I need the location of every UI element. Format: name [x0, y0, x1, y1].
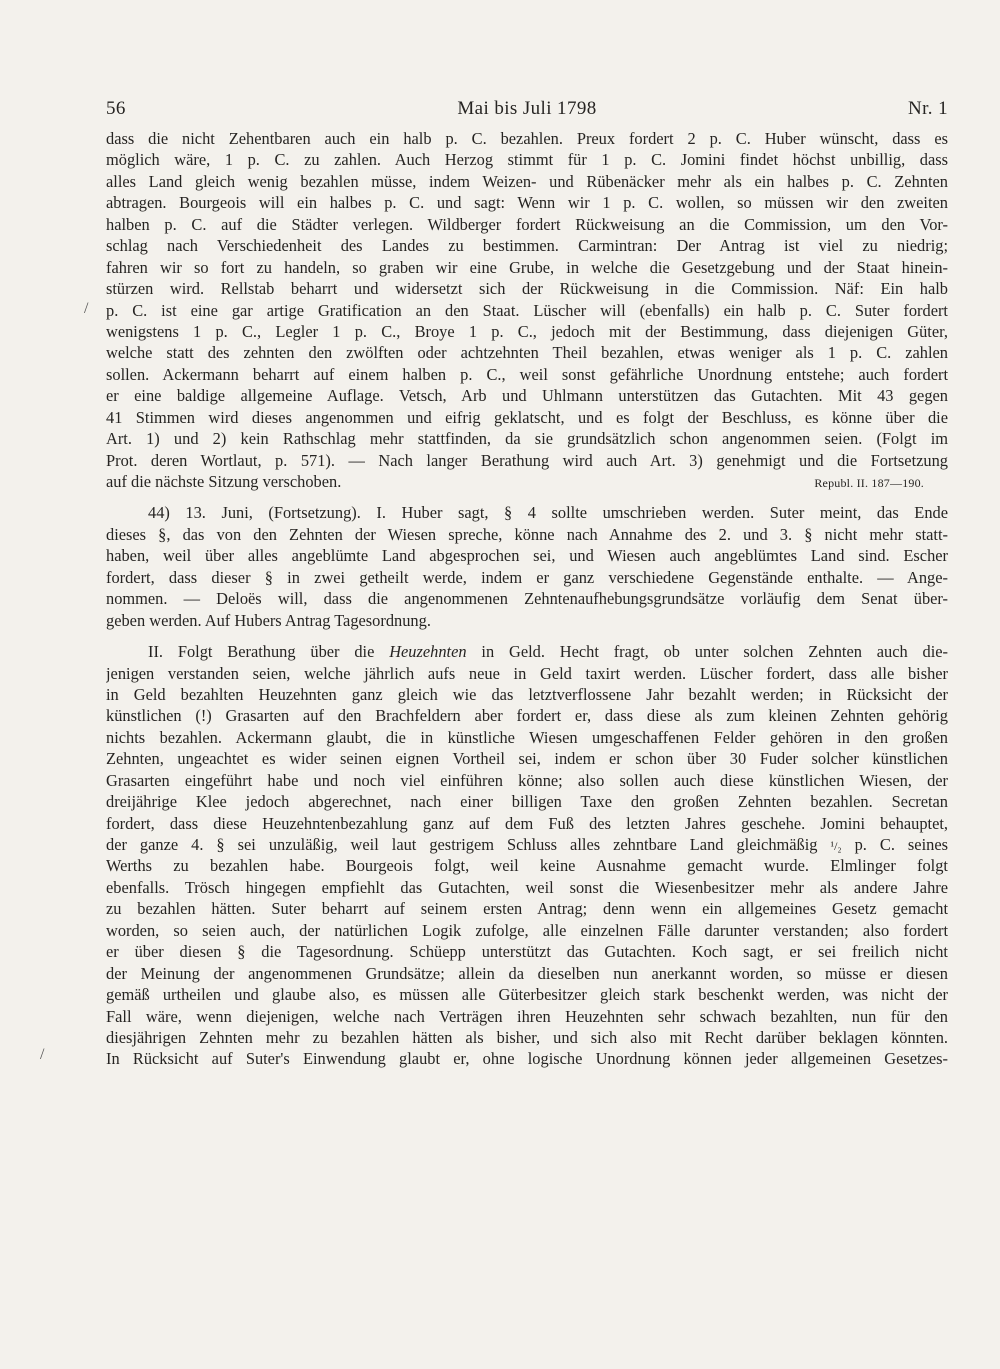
text-line: sollen. Ackermann beharrt auf einem halben p. C., weil sonst gefährliche Unordnung entstehe; auch fordert [106, 364, 948, 384]
text-line: fordert, dass diese Heuzehntenbezahlung ganz auf dem Fuß des letzten Jahres geschehe. Jomini behauptet, [106, 813, 948, 833]
text-line: alles Land gleich wenig bezahlen müsse, indem Weizen- und Rübenäcker mehr als ein halbes p. C. Zehnten [106, 171, 948, 191]
text-fragment: p. C. seines [841, 835, 948, 854]
text-line: diesjährigen Zehnten mehr zu bezahlen hätten als bisher, und sich also mit Recht darüber beklagen könnten. [106, 1027, 948, 1047]
text-line: in Geld bezahlten Heuzehnten ganz gleich wie das letztverflossene Jahr bezahlt werden; in Rücksicht der [106, 684, 948, 704]
issue-number: Nr. 1 [908, 98, 948, 119]
text-line [106, 834, 948, 855]
emphasized-term: Heuzehnten [389, 642, 467, 662]
text-line: Werths zu bezahlen habe. Bourgeois folgt, weil keine Ausnahme gemacht wurde. Elmlinger folgt [106, 856, 948, 876]
page-number: 56 [106, 98, 126, 119]
text-line: stürzen wird. Rellstab beharrt und widersetzt sich der Rückweisung in die Commission. Näf: Ein halb [106, 279, 948, 299]
text-line: fahren wir so fort zu handeln, so graben wir eine Grube, in welche die Gesetzgebung und der Staat hinein- [106, 257, 948, 277]
margin-tick: / [84, 300, 89, 317]
text-line: zu bezahlen hätten. Suter beharrt auf seinem ersten Antrag; denn wenn ein allgemeines Gesetz gemacht [106, 899, 948, 919]
text-line: künstlichen (!) Grasarten auf den Brachfeldern aber fordert er, dass diese als zum kleinen Zehnten gehörig [106, 706, 948, 726]
text-fragment: in Geld. Hecht fragt, ob unter solchen Zehnten auch die- [466, 642, 948, 662]
margin-tick: / [40, 1046, 45, 1063]
paragraph-3 [106, 641, 948, 1070]
text-line: welche statt des zehnten den zwölften oder achtzehnten Theil bezahlen, etwas weniger als 1 p. C. zahlen [106, 343, 948, 363]
text-line: Art. 1) und 2) kein Rathschlag mehr stattfinden, da sie grundsätzlich schon angenommen seien. (Folgt im [106, 429, 948, 449]
text-line: nichts bezahlen. Ackermann glaubt, die in künstliche Wiesen umgeschaffenen Felder gehören in den großen [106, 727, 948, 747]
text-line: Grasarten eingeführt habe und noch viel einführen könne; also sollen auch diese künstlichen Wiesen, der [106, 770, 948, 790]
text-line-with-source [106, 471, 948, 492]
text-line: Prot. deren Wortlaut, p. 571). — Nach langer Berathung wird auch Art. 3) genehmigt und die Fortsetzung [106, 450, 948, 470]
text-line: haben, weil über alles angeblümte Land abgesprochen sei, und Wiesen auch angeblümtes Land sind. Escher [106, 546, 948, 566]
paragraph-2 [106, 502, 948, 631]
text-line: möglich wäre, 1 p. C. zu zahlen. Auch Herzog stimmt für 1 p. C. Jomini findet höchst unbillig, dass [106, 150, 948, 170]
fraction: ¹/₂ [830, 839, 842, 853]
text-line: worden, so seien auch, der natürlichen Logik zufolge, alle einzelnen Fälle darunter verstanden; also fordert [106, 920, 948, 940]
text-line: dass die nicht Zehentbaren auch ein halb p. C. bezahlen. Preux fordert 2 p. C. Huber wünscht, dass es [106, 129, 948, 148]
running-title: Mai bis Juli 1798 [457, 98, 597, 119]
text-line: fordert, dass dieser § in zwei getheilt werde, indem er ganz verschiedene Gegenstände enthalte. — Ange- [106, 567, 948, 587]
text-line [106, 641, 948, 662]
text-line: schlag nach Verschiedenheit des Landes zu bestimmen. Carmintran: Der Antrag ist viel zu niedrig; [106, 236, 948, 256]
text-line: halben p. C. auf die Städter verlegen. Wildberger fordert Rückweisung an die Commission, um den Vor- [106, 214, 948, 234]
text-line: Fall wäre, wenn diejenigen, welche nach Verträgen ihren Heuzehnten sehr schwach bezahlten, nun für den [106, 1006, 948, 1026]
paragraph-1 [106, 128, 948, 492]
text-line: 44) 13. Juni, (Fortsetzung). I. Huber sagt, § 4 sollte umschrieben werden. Suter meint, das Ende [148, 503, 948, 523]
text-line: gemäß urtheilen und glaube also, es müssen alle Güterbesitzer gleich stark beschenkt werden, was nicht der [106, 985, 948, 1005]
text-line: wenigstens 1 p. C., Legler 1 p. C., Broye 1 p. C., jedoch mit der Bestimmung, dass diejenigen Güter, [106, 321, 948, 341]
text-line: nommen. — Deloës will, dass die angenommenen Zehntenaufhebungsgrundsätze vorläufig dem Senat über- [106, 589, 948, 609]
text-line: er über diesen § die Tagesordnung. Schüepp unterstützt das Gutachten. Koch sagt, er sei freilich nicht [106, 942, 948, 962]
text-line: jenigen verstanden seien, welche jährlich aufs neue in Geld taxirt werden. Lüscher fordert, dass alle bisher [106, 663, 948, 683]
text-line: Zehnten, ungeachtet es wider seinen eignen Vortheil sei, indem er schon über 30 Fuder solcher künstlichen [106, 749, 948, 769]
source-reference: Republ. II. 187—190. [814, 476, 924, 490]
document-body [106, 128, 948, 1070]
text-line: auf die nächste Sitzung verschoben. [106, 472, 342, 491]
running-header [106, 98, 948, 128]
text-line: 41 Stimmen wird dieses angenommen und eifrig geklatscht, und es folgt der Beschluss, es könne über die [106, 407, 948, 427]
text-fragment: II. Folgt Berathung über die [148, 642, 390, 662]
text-line: In Rücksicht auf Suter's Einwendung glaubt er, ohne logische Unordnung können jeder allgemeinen Gesetzes- [106, 1049, 948, 1069]
text-line: p. C. ist eine gar artige Gratification an den Staat. Lüscher will (ebenfalls) ein halb p. C. Suter fordert [106, 300, 948, 320]
text-line: geben werden. Auf Hubers Antrag Tagesordnung. [106, 610, 431, 630]
text-line: er eine baldige allgemeine Auflage. Vetsch, Arb und Uhlmann unterstützen das Gutachten. Mit 43 gegen [106, 386, 948, 406]
text-line: abtragen. Bourgeois will ein halbes p. C. und sagt: Wenn wir 1 p. C. wollen, so müssen wir den zweiten [106, 193, 948, 213]
text-line: ebenfalls. Trösch hingegen empfiehlt das Gutachten, weil sonst die Wiesenbesitzer mehr als andere Jahre [106, 877, 948, 897]
text-line: dieses §, das von den Zehnten der Wiesen spreche, könne nach Annahme des 2. und 3. § nicht mehr statt- [106, 524, 948, 544]
text-line: der Meinung der angenommenen Grundsätze; allein da dieselben nun anerkannt worden, so müsse er diesen [106, 963, 948, 983]
text-line: dreijährige Klee jedoch abgerechnet, nach einer billigen Taxe den großen Zehnten bezahlen. Secretan [106, 792, 948, 812]
text-fragment: der ganze 4. § sei unzuläßig, weil laut gestrigem Schluss alles zehntbare Land gleichmäßig [106, 835, 831, 854]
